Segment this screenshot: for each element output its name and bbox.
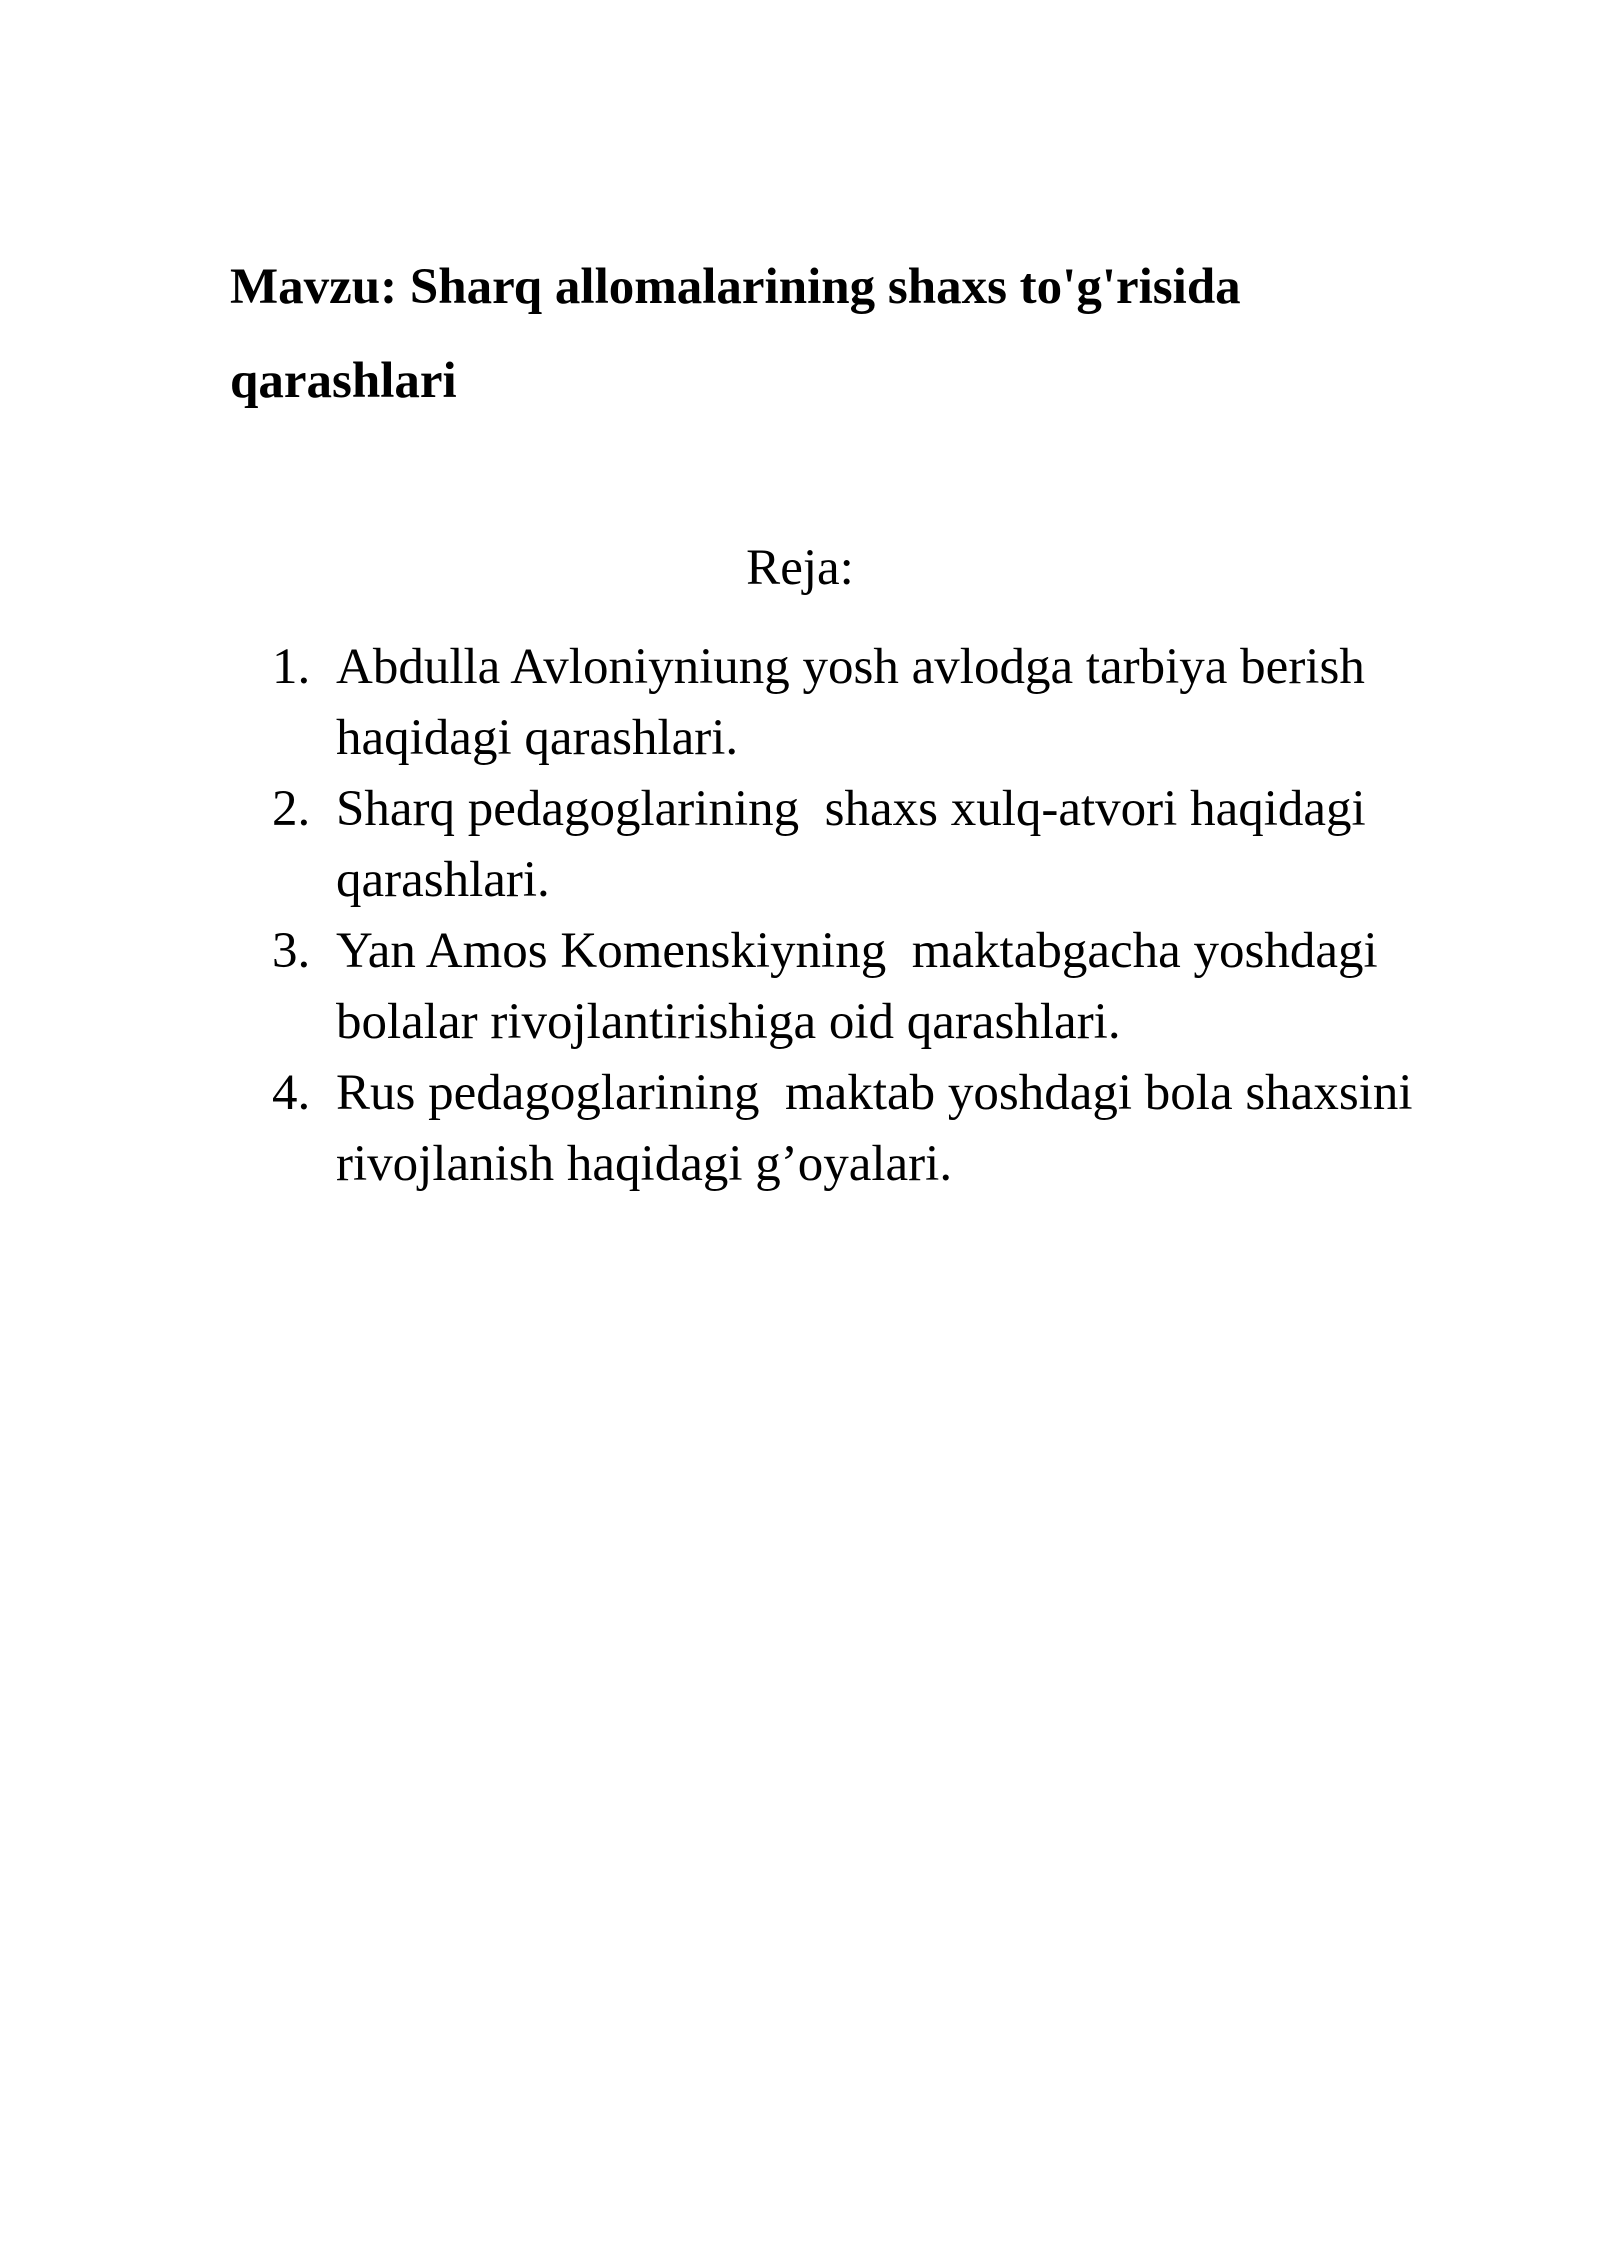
plan-item-number: 3. [272, 923, 311, 979]
plan-item-3 [272, 916, 1512, 1058]
title-line: qarashlari [230, 353, 457, 409]
plan-item-line: Abdulla Avloniyniung yosh avlodga tarbiya berish [336, 639, 1365, 695]
plan-item-line: rivojlanish haqidagi g’oyalari. [336, 1136, 953, 1192]
plan-item-line: bolalar rivojlantirishiga oid qarashlari. [336, 994, 1121, 1050]
plan-item-text [336, 632, 1512, 774]
plan-item-line: Sharq pedagoglarining shaxs xulq-atvori haqidagi [336, 781, 1366, 837]
document-title [230, 240, 1430, 428]
plan-item-line: qarashlari. [336, 852, 550, 908]
plan-item-number: 4. [272, 1065, 311, 1121]
plan-item-text [336, 774, 1512, 916]
plan-item-1 [272, 632, 1512, 774]
plan-item-line: Yan Amos Komenskiyning maktabgacha yoshdagi [336, 923, 1378, 979]
plan-item-2 [272, 774, 1512, 916]
plan-item-number: 1. [272, 639, 311, 695]
plan-item-number: 2. [272, 781, 311, 837]
plan-list [272, 632, 1512, 1200]
plan-heading: Reja: [746, 540, 854, 596]
plan-item-text [336, 916, 1512, 1058]
plan-item-text [336, 1058, 1512, 1200]
plan-item-line: haqidagi qarashlari. [336, 710, 739, 766]
plan-item-4 [272, 1058, 1512, 1200]
plan-item-line: Rus pedagoglarining maktab yoshdagi bola shaxsini [336, 1065, 1413, 1121]
title-line: Mavzu: Sharq allomalarining shaxs to'g'risida [230, 259, 1241, 315]
